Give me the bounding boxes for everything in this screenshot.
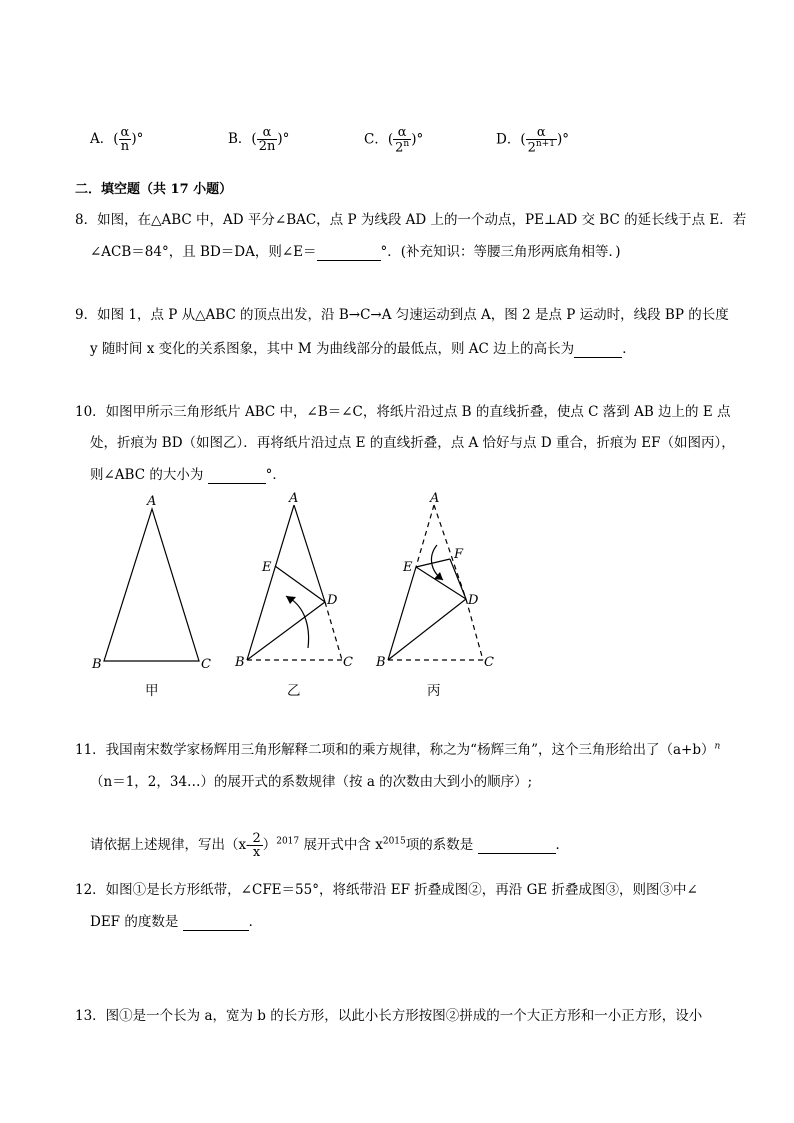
figure-bing-label-e: E bbox=[403, 560, 413, 575]
option-a: A．( $\frac{\alpha}{n}$ )° bbox=[90, 125, 144, 154]
figure-jia-triangle bbox=[104, 509, 199, 661]
q11-term-exponent: 2015 bbox=[382, 836, 406, 847]
figure-yi-label-b: B bbox=[235, 655, 245, 670]
figure-bing-label-b: B bbox=[376, 655, 386, 670]
q10-line2: 处，折痕为 BD（如图乙）．再将纸片沿过点 E 的直线折叠，点 A 恰好与点 D 重合，折痕为 EF（如图丙）， bbox=[90, 435, 735, 451]
figure-jia-label-a: A bbox=[147, 494, 157, 509]
q10-line3: 则∠ABC 的大小为 °． bbox=[90, 467, 286, 483]
option-b-label: B． bbox=[228, 131, 252, 147]
q11-binomial-exponent: 2017 bbox=[276, 836, 300, 847]
option-d: D．( $\frac{\alpha}{2^{n+1}}$ )° bbox=[496, 125, 569, 156]
option-d-denominator: $2^{n+1}$ bbox=[527, 139, 555, 156]
q10-line1: 10．如图甲所示三角形纸片 ABC 中，∠B＝∠C，将纸片沿过点 B 的直线折叠，使点 C 落到 AB 边上的 E 点 bbox=[75, 404, 731, 420]
q11-binomial-x: x- bbox=[238, 837, 251, 853]
figure-yi-label-a: A bbox=[289, 491, 299, 506]
option-a-label: A． bbox=[90, 131, 114, 147]
option-a-denominator: n bbox=[120, 139, 130, 154]
figure-bing-segment-ed bbox=[416, 567, 466, 599]
option-c: C．( $\frac{\alpha}{2^n}$ )° bbox=[364, 125, 424, 156]
figure-bing-side-eb bbox=[388, 567, 416, 660]
figure-yi-label-c: C bbox=[343, 655, 353, 670]
option-d-label: D． bbox=[496, 131, 521, 148]
figure-yi-dashed-dc bbox=[325, 602, 342, 660]
q8-line1: 8．如图，在△ABC 中，AD 平分∠BAC，点 P 为线段 AD 上的一个动点，PE⊥AD 交 BC 的延长线于点 E．若 bbox=[75, 212, 747, 228]
option-a-numerator: α bbox=[120, 125, 130, 140]
q11-line3-post: 项的系数是 bbox=[405, 837, 474, 853]
figure-jia-label-c: C bbox=[201, 657, 211, 672]
q11-line1-text: 11．我国南宋数学家杨辉用三角形解释二项和的乘方规律，称之为“杨辉三角”，这个三角形给出了（a+b） bbox=[75, 742, 715, 758]
figure-bing-label-d: D bbox=[468, 593, 479, 608]
option-c-post: )° bbox=[411, 131, 424, 148]
q11-binomial-fraction: $\frac{2}{x}$ bbox=[252, 831, 261, 860]
q9-line2-text: y 随时间 x 变化的关系图象，其中 M 为曲线部分的最低点，则 AC 边上的高长为 bbox=[90, 341, 575, 357]
option-d-numerator: α bbox=[526, 126, 557, 140]
option-c-label: C． bbox=[364, 131, 388, 148]
figure-bing-segment-fd bbox=[450, 559, 466, 599]
q11-line1-exponent: n bbox=[714, 741, 721, 752]
option-b-post: )° bbox=[277, 131, 290, 147]
option-c-denominator: 2$^n$ bbox=[395, 139, 410, 156]
q12-line2-text: DEF 的度数是 bbox=[90, 914, 179, 930]
figure-yi-crease-bd bbox=[247, 602, 325, 660]
figure-jia-label-b: B bbox=[92, 657, 102, 672]
q13-line1: 13．图①是一个长为 a，宽为 b 的长方形，以此小长方形按图②拼成的一个大正方形和一小正方形，设小 bbox=[75, 1008, 703, 1024]
q9-line2: y 随时间 x 变化的关系图象，其中 M 为曲线部分的最低点，则 AC 边上的高长为 ． bbox=[90, 341, 636, 357]
figure-bing-label-f: F bbox=[454, 547, 464, 562]
figure-bing-dashed-dc bbox=[466, 599, 483, 660]
figure-yi-segment-ed bbox=[275, 566, 325, 602]
figure-yi-side-ad bbox=[294, 505, 325, 602]
figure-bing-crease-ef bbox=[416, 559, 450, 567]
q12-line2: DEF 的度数是 ． bbox=[90, 914, 263, 930]
q11-line3: 请依据上述规律，写出（x- $\frac{2}{x}$ ）$^{2017}$ 展开式中含 $x^{2015}$项的系数是 ． bbox=[90, 831, 570, 860]
figure-bing-label-a: A bbox=[430, 491, 440, 506]
option-b: B．( $\frac{\alpha}{2n}$ )° bbox=[228, 125, 290, 154]
q11-answer-blank[interactable] bbox=[478, 837, 556, 854]
option-d-post: )° bbox=[556, 131, 569, 148]
q9-line1: 9．如图 1，点 P 从△ABC 的顶点出发，沿 B→C→A 匀速运动到点 A，图 2 是点 P 运动时，线段 BP 的长度 bbox=[75, 307, 729, 323]
option-b-numerator: α bbox=[257, 126, 278, 140]
option-c-numerator: α bbox=[393, 126, 411, 140]
figure-yi-label-d: D bbox=[327, 593, 338, 608]
section-title: 二．填空题（共 17 小题） bbox=[75, 182, 233, 197]
q11-line2: （n＝1，2，34…）的展开式的系数规律（按 a 的次数由大到小的顺序）; bbox=[90, 774, 533, 790]
figure-yi-arrowhead bbox=[286, 596, 296, 604]
option-a-post: )° bbox=[131, 131, 144, 147]
figure-bing-label-c: C bbox=[484, 655, 494, 670]
q11-line1 bbox=[75, 738, 720, 758]
q8-line2-text: ∠ACB＝84°，且 BD＝DA，则∠E＝ bbox=[90, 244, 317, 260]
figure-bing-crease-bd bbox=[388, 599, 466, 660]
q12-answer-blank[interactable] bbox=[183, 914, 249, 931]
figure-yi-side-ab bbox=[247, 505, 294, 660]
q11-line3-mid: 展开式中含 x bbox=[303, 837, 383, 853]
q10-line3-text: 则∠ABC 的大小为 bbox=[90, 467, 204, 483]
figure-yi-caption: 乙 bbox=[287, 683, 301, 699]
option-b-denominator: 2n bbox=[258, 139, 276, 154]
q11-line3-prefix: 请依据上述规律，写出 bbox=[90, 837, 225, 853]
figure-yi-label-e: E bbox=[262, 560, 272, 575]
figure-bing-caption: 丙 bbox=[427, 683, 441, 699]
q8-line2-note: °．(补充知识：等腰三角形两底角相等．) bbox=[380, 244, 621, 260]
q12-line1: 12．如图①是长方形纸带，∠CFE＝55°，将纸带沿 EF 折叠成图②，再沿 GE 折叠成图③，则图③中∠ bbox=[75, 882, 698, 898]
figure-jia-caption: 甲 bbox=[145, 683, 159, 699]
